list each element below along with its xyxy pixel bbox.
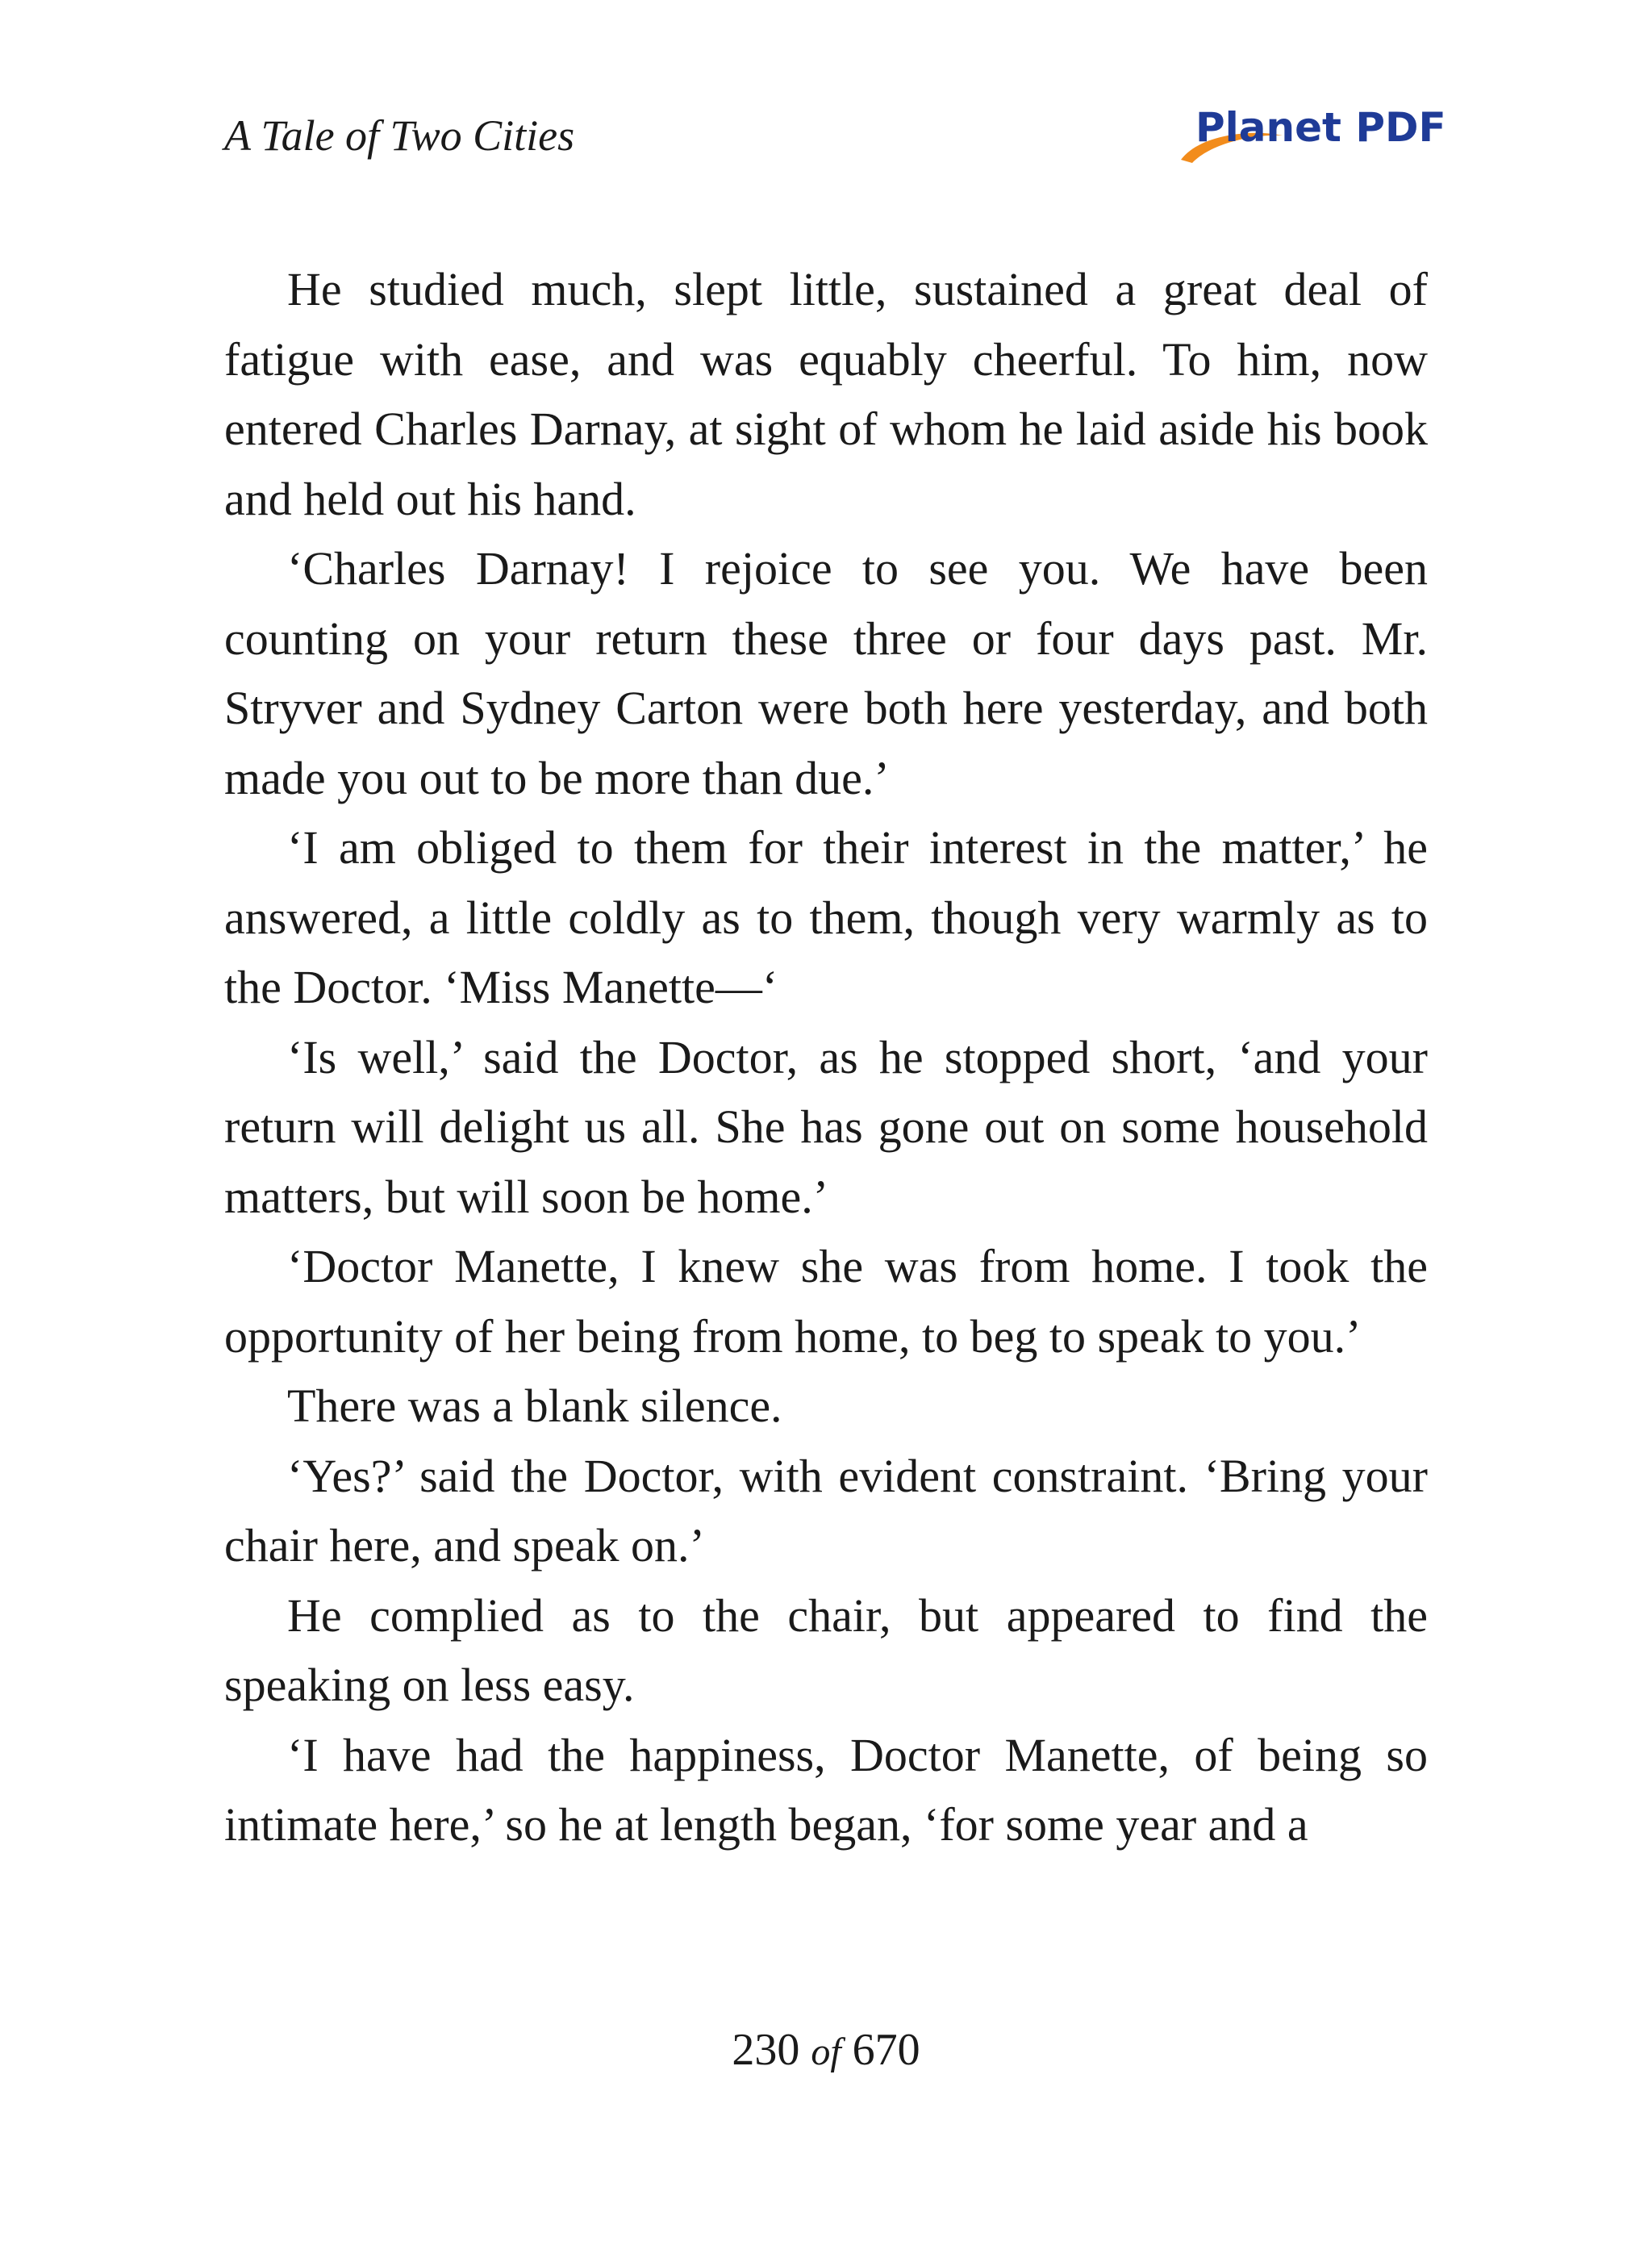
paragraph: He studied much, slept little, sustained a great deal of fatigue with ease, and was equably cheerful. To him, now entered Charles Darnay, at sight of whom he laid aside his book and held out his hand. — [224, 263, 1428, 525]
page-body — [224, 255, 1428, 1860]
page-total: 670 — [852, 2025, 920, 2075]
book-title: A Tale of Two Cities — [224, 111, 575, 160]
page-number — [0, 2023, 1652, 2077]
paragraph: ‘I have had the happiness, Doctor Manette, of being so intimate here,’ so he at length began, ‘for some year and a — [224, 1728, 1428, 1851]
paragraph: ‘Charles Darnay! I rejoice to see you. We have been counting on your return these three or four days past. Mr. Stryver and Sydney Carton were both here yesterday, and both made you out to be more than due.’ — [224, 542, 1428, 804]
paragraph: He complied as to the chair, but appeared to find the speaking on less easy. — [224, 1588, 1428, 1711]
page-of: of — [811, 2031, 841, 2073]
page-current: 230 — [732, 2025, 800, 2075]
page-header — [224, 103, 1446, 176]
paragraph: ‘Yes?’ said the Doctor, with evident constraint. ‘Bring your chair here, and speak on.’ — [224, 1449, 1428, 1572]
paragraph: ‘Doctor Manette, I knew she was from home. I took the opportunity of her being from home, to beg to speak to you.’ — [224, 1240, 1428, 1363]
planet-pdf-logo — [1176, 103, 1446, 166]
logo-text: Planet PDF — [1195, 104, 1446, 151]
paragraph: ‘I am obliged to them for their interest in the matter,’ he answered, a little coldly as to them, though very warmly as to the Doctor. ‘Miss Manette—‘ — [224, 821, 1428, 1013]
paragraph: ‘Is well,’ said the Doctor, as he stopped short, ‘and your return will delight us all. She has gone out on some household matters, but will soon be home.’ — [224, 1030, 1428, 1223]
paragraph: There was a blank silence. — [287, 1380, 782, 1432]
